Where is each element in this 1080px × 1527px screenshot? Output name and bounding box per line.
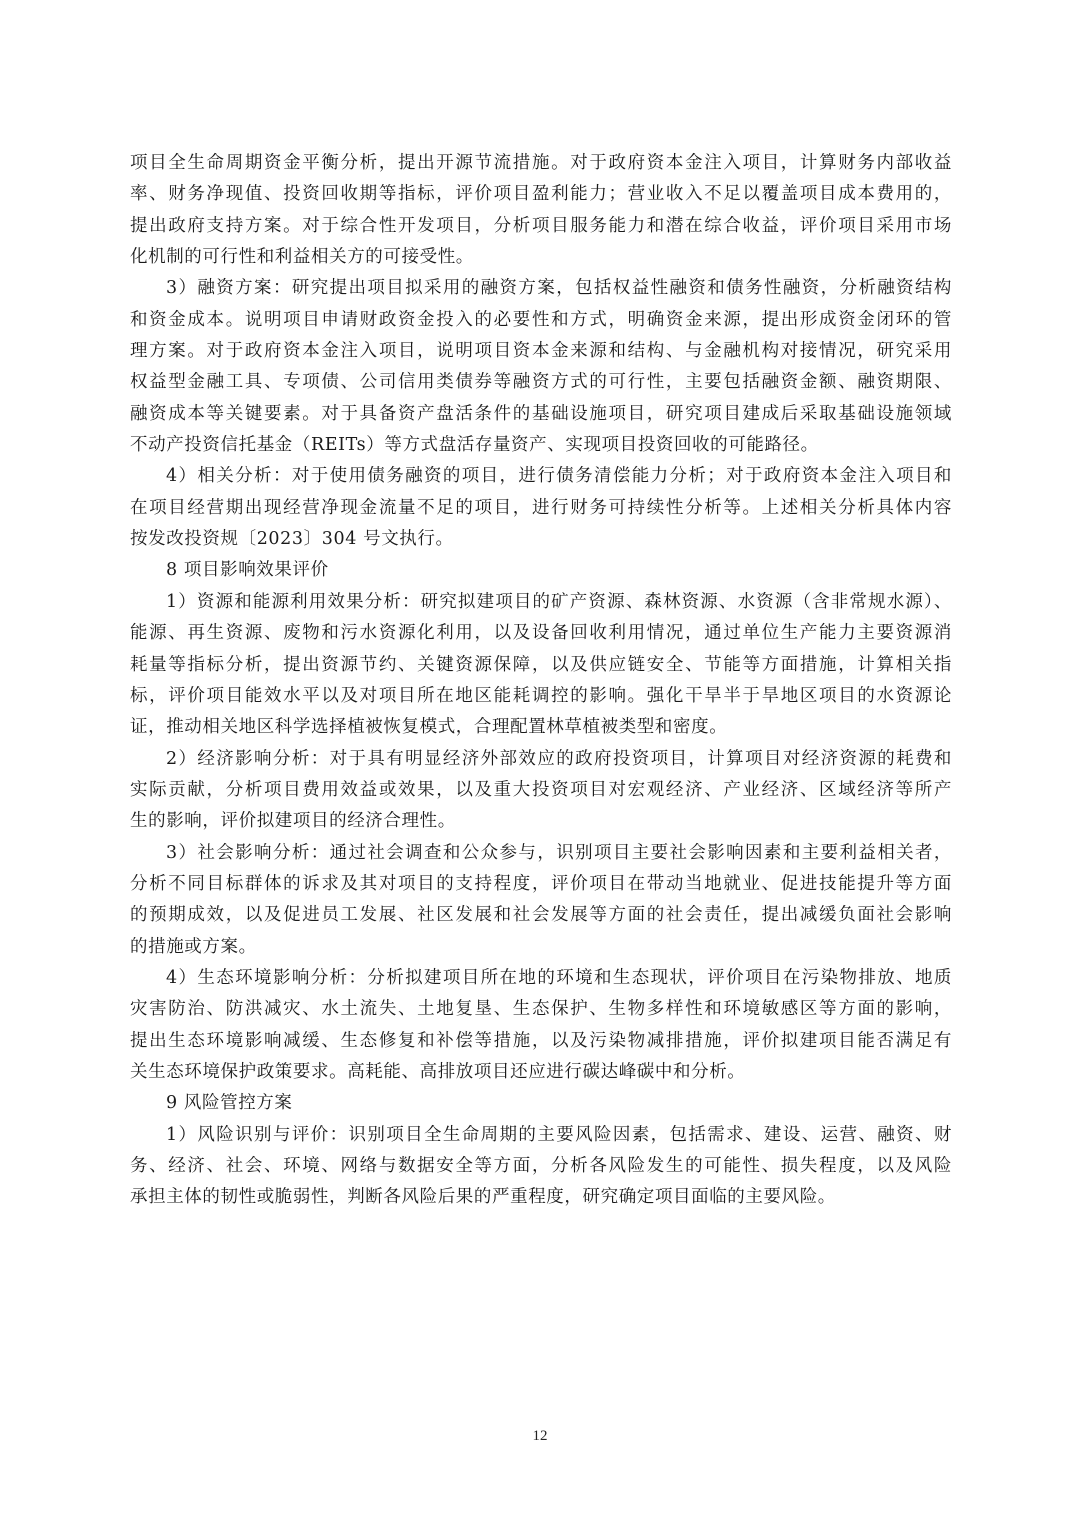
- text-line: 生的影响，评价拟建项目的经济合理性。: [130, 811, 456, 832]
- text-line: 4）生态环境影响分析：分析拟建项目所在地的环境和生态现状，评价项目在污染物排放、地质: [166, 967, 952, 988]
- text-line: 提出生态环境影响减缓、生态修复和补偿等措施，以及污染物减排措施，评价拟建项目能否满足有: [130, 1030, 952, 1051]
- text-line: 务、经济、社会、环境、网络与数据安全等方面，分析各风险发生的可能性、损失程度，以及风险: [130, 1156, 952, 1176]
- text-line: 在项目经营期出现经营净现金流量不足的项目，进行财务可持续性分析等。上述相关分析具体内容: [130, 497, 952, 518]
- text-line: 1）风险识别与评价：识别项目全生命周期的主要风险因素，包括需求、建设、运营、融资、财: [166, 1124, 952, 1145]
- text-line: 化机制的可行性和利益相关方的可接受性。: [130, 247, 474, 268]
- text-line: 按发改投资规〔2023〕304 号文执行。: [130, 529, 454, 550]
- text-line: 3）融资方案：研究提出项目拟采用的融资方案，包括权益性融资和债务性融资，分析融资结构: [166, 278, 952, 299]
- text-line: 不动产投资信托基金（REITs）等方式盘活存量资产、实现项目投资回收的可能路径。: [130, 435, 819, 456]
- text-line: 率、财务净现值、投资回收期等指标，评价项目盈利能力；营业收入不足以覆盖项目成本费用的，: [130, 184, 952, 205]
- text-line: 9 风险管控方案: [166, 1093, 293, 1114]
- text-line: 标，评价项目能效水平以及对项目所在地区能耗调控的影响。强化干旱半于旱地区项目的水资源论: [130, 685, 952, 706]
- text-line: 融资成本等关键要素。对于具备资产盘活条件的基础设施项目，研究项目建成后采取基础设施领域: [130, 403, 952, 424]
- text-line: 的措施或方案。: [130, 936, 257, 957]
- page-number: 12: [532, 1428, 548, 1444]
- text-line: 理方案。对于政府资本金注入项目，说明项目资本金来源和结构、与金融机构对接情况，研究采用: [130, 341, 952, 362]
- text-line: 分析不同目标群体的诉求及其对项目的支持程度，评价项目在带动当地就业、促进技能提升等方面: [130, 873, 952, 894]
- text-line: 项目全生命周期资金平衡分析，提出开源节流措施。对于政府资本金注入项目，计算财务内部收益: [130, 153, 952, 173]
- text-line: 权益型金融工具、专项债、公司信用类债券等融资方式的可行性，主要包括融资金额、融资期限、: [130, 372, 952, 393]
- document-body: [130, 148, 952, 1214]
- text-line: 和资金成本。说明项目申请财政资金投入的必要性和方式，明确资金来源，提出形成资金闭环的管: [130, 309, 952, 330]
- text-line: 4）相关分析：对于使用债务融资的项目，进行债务清偿能力分析；对于政府资本金注入项目和: [166, 466, 952, 487]
- text-line: 承担主体的韧性或脆弱性，判断各风险后果的严重程度，研究确定项目面临的主要风险。: [130, 1187, 836, 1208]
- text-line: 3）社会影响分析：通过社会调查和公众参与，识别项目主要社会影响因素和主要利益相关者，: [166, 842, 952, 863]
- text-line: 提出政府支持方案。对于综合性开发项目，分析项目服务能力和潜在综合收益，评价项目采用市场: [130, 215, 952, 236]
- text-line: 证，推动相关地区科学选择植被恢复模式，合理配置林草植被类型和密度。: [130, 717, 728, 738]
- text-line: 关生态环境保护政策要求。高耗能、高排放项目还应进行碳达峰碳中和分析。: [130, 1061, 746, 1082]
- text-line: 8 项目影响效果评价: [166, 560, 329, 581]
- text-line: 的预期成效，以及促进员工发展、社区发展和社会发展等方面的社会责任，提出减缓负面社会影响: [130, 905, 952, 926]
- text-line: 灾害防治、防洪减灾、水土流失、土地复垦、生态保护、生物多样性和环境敏感区等方面的影响，: [130, 999, 952, 1020]
- text-line: 2）经济影响分析：对于具有明显经济外部效应的政府投资项目，计算项目对经济资源的耗费和: [166, 748, 952, 769]
- text-line: 实际贡献，分析项目费用效益或效果，以及重大投资项目对宏观经济、产业经济、区域经济等所产: [130, 779, 952, 800]
- text-line: 能源、再生资源、废物和污水资源化利用，以及设备回收利用情况，通过单位生产能力主要资源消: [130, 623, 952, 644]
- text-line: 1）资源和能源利用效果分析：研究拟建项目的矿产资源、森林资源、水资源（含非常规水源）、: [166, 591, 952, 612]
- text-line: 耗量等指标分析，提出资源节约、关键资源保障，以及供应链安全、节能等方面措施，计算相关指: [130, 654, 952, 675]
